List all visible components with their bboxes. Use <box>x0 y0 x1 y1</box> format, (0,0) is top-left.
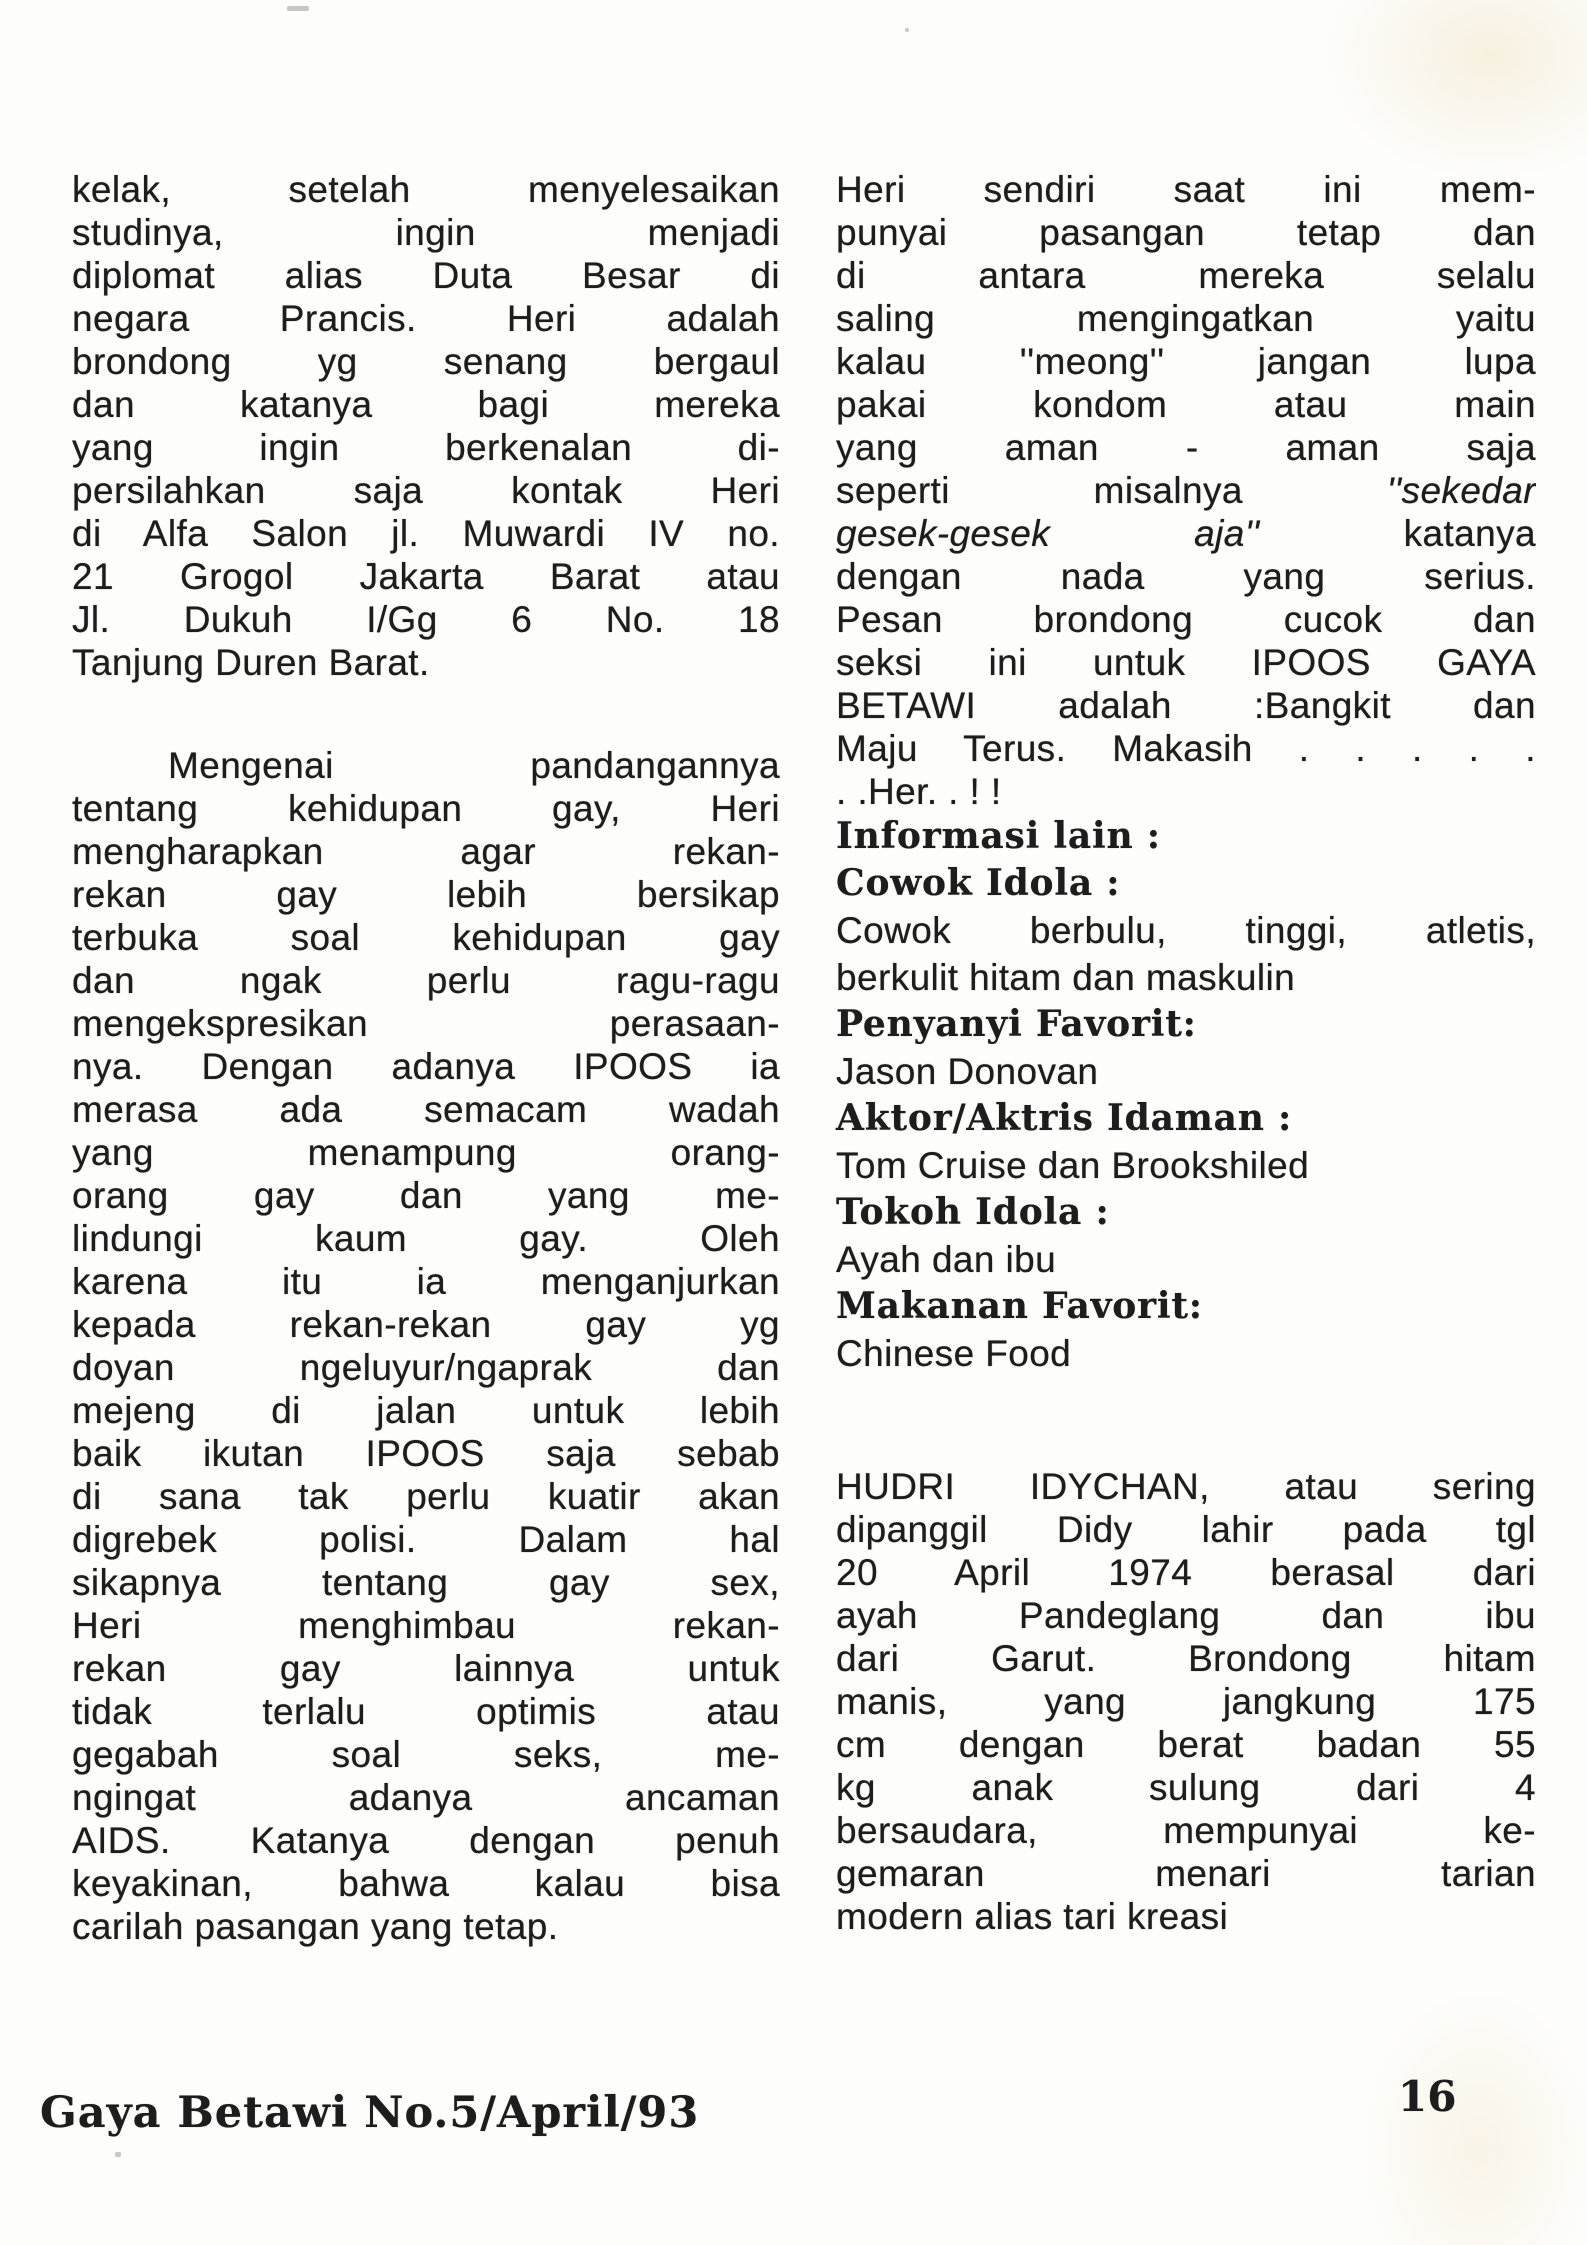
text-line: dan katanya bagi mereka <box>72 384 780 425</box>
right-column <box>836 168 1536 1938</box>
text-line: dari Garut. Brondong hitam <box>836 1638 1536 1679</box>
text-line: terbuka soal kehidupan gay <box>72 917 780 958</box>
text-line: seperti misalnya ''sekedar <box>836 470 1536 511</box>
text-line: Jl. Dukuh I/Gg 6 No. 18 <box>72 599 780 640</box>
text-line: di Alfa Salon jl. Muwardi IV no. <box>72 513 780 554</box>
text-line: kepada rekan-rekan gay yg <box>72 1304 780 1345</box>
text-line: kg anak sulung dari 4 <box>836 1767 1536 1808</box>
tokoh-idola-label: Tokoh Idola : <box>836 1191 1110 1233</box>
right-paragraph-2 <box>836 1465 1536 1938</box>
cowok-idola-label: Cowok Idola : <box>836 862 1121 904</box>
text-line: gesek-gesek aja'' katanya <box>836 513 1536 554</box>
text-line: kalau ''meong'' jangan lupa <box>836 341 1536 382</box>
page-number: 16 <box>1398 2072 1457 2121</box>
text-line: berkulit hitam dan maskulin <box>836 957 1296 998</box>
text-line: merasa ada semacam wadah <box>72 1089 780 1130</box>
text-line: Cowok berbulu, tinggi, atletis, <box>836 910 1536 951</box>
text-line: rekan gay lainnya untuk <box>72 1648 780 1689</box>
makanan-favorit-value: Chinese Food <box>836 1333 1072 1374</box>
cowok-idola-value <box>836 907 1536 1001</box>
makanan-favorit-label: Makanan Favorit: <box>836 1285 1203 1327</box>
text-line: brondong yg senang bergaul <box>72 341 780 382</box>
text-line: dan ngak perlu ragu-ragu <box>72 960 780 1001</box>
aktor-aktris-value: Tom Cruise dan Brookshiled <box>836 1145 1310 1186</box>
text-line: yang aman - aman saja <box>836 427 1536 468</box>
left-column <box>72 168 780 1948</box>
text-line: saling mengingatkan yaitu <box>836 298 1536 339</box>
text-line: Heri menghimbau rekan- <box>72 1605 780 1646</box>
text-line: . .Her. . ! ! <box>836 771 1002 812</box>
text-line: persilahkan saja kontak Heri <box>72 470 780 511</box>
text-line: Mengenai pandangannya <box>168 745 780 786</box>
penyanyi-favorit-value: Jason Donovan <box>836 1051 1099 1092</box>
text-line: kelak, setelah menyelesaikan <box>72 169 780 210</box>
text-line: manis, yang jangkung 175 <box>836 1681 1536 1722</box>
text-line: AIDS. Katanya dengan penuh <box>72 1820 780 1861</box>
text-line: 21 Grogol Jakarta Barat atau <box>72 556 780 597</box>
text-line: yang menampung orang- <box>72 1132 780 1173</box>
text-line: studinya, ingin menjadi <box>72 212 780 253</box>
tokoh-idola-value: Ayah dan ibu <box>836 1239 1057 1280</box>
text-line: ayah Pandeglang dan ibu <box>836 1595 1536 1636</box>
penyanyi-favorit-label: Penyanyi Favorit: <box>836 1003 1197 1045</box>
text-line: gemaran menari tarian <box>836 1853 1536 1894</box>
text-line: Maju Terus. Makasih . . . . . <box>836 728 1536 769</box>
text-line: dengan nada yang serius. <box>836 556 1536 597</box>
text-line: gegabah soal seks, me- <box>72 1734 780 1775</box>
text-line: HUDRI IDYCHAN, atau sering <box>836 1466 1536 1507</box>
scan-speck <box>287 6 309 11</box>
text-line: punyai pasangan tetap dan <box>836 212 1536 253</box>
right-paragraph-1 <box>836 168 1536 813</box>
text-line: keyakinan, bahwa kalau bisa <box>72 1863 780 1904</box>
aktor-aktris-label: Aktor/Aktris Idaman : <box>836 1097 1293 1139</box>
text-line: di antara mereka selalu <box>836 255 1536 296</box>
text-line: nya. Dengan adanya IPOOS ia <box>72 1046 780 1087</box>
text-line: karena itu ia menganjurkan <box>72 1261 780 1302</box>
text-line: pakai kondom atau main <box>836 384 1536 425</box>
text-line: baik ikutan IPOOS saja sebab <box>72 1433 780 1474</box>
text-line: tidak terlalu optimis atau <box>72 1691 780 1732</box>
text-line: modern alias tari kreasi <box>836 1896 1229 1937</box>
text-line: Tanjung Duren Barat. <box>72 642 430 683</box>
text-line: ngingat adanya ancaman <box>72 1777 780 1818</box>
text-line: mejeng di jalan untuk lebih <box>72 1390 780 1431</box>
text-line: seksi ini untuk IPOOS GAYA <box>836 642 1536 683</box>
text-line: diplomat alias Duta Besar di <box>72 255 780 296</box>
text-line: Heri sendiri saat ini mem- <box>836 169 1536 210</box>
left-paragraph-2 <box>72 744 780 1948</box>
text-line: doyan ngeluyur/ngaprak dan <box>72 1347 780 1388</box>
text-line: Pesan brondong cucok dan <box>836 599 1536 640</box>
text-line: mengharapkan agar rekan- <box>72 831 780 872</box>
text-line: cm dengan berat badan 55 <box>836 1724 1536 1765</box>
text-line: tentang kehidupan gay, Heri <box>72 788 780 829</box>
text-line: sikapnya tentang gay sex, <box>72 1562 780 1603</box>
text-line: carilah pasangan yang tetap. <box>72 1906 559 1947</box>
text-line: lindungi kaum gay. Oleh <box>72 1218 780 1259</box>
informasi-lain-label: Informasi lain : <box>836 815 1161 857</box>
text-line: dipanggil Didy lahir pada tgl <box>836 1509 1536 1550</box>
text-line: rekan gay lebih bersikap <box>72 874 780 915</box>
scan-speck <box>905 28 909 32</box>
left-paragraph-1 <box>72 168 780 684</box>
text-line: 20 April 1974 berasal dari <box>836 1552 1536 1593</box>
text-line: negara Prancis. Heri adalah <box>72 298 780 339</box>
text-line: yang ingin berkenalan di- <box>72 427 780 468</box>
text-line: digrebek polisi. Dalam hal <box>72 1519 780 1560</box>
text-line: bersaudara, mempunyai ke- <box>836 1810 1536 1851</box>
text-line: orang gay dan yang me- <box>72 1175 780 1216</box>
text-line: BETAWI adalah :Bangkit dan <box>836 685 1536 726</box>
footer-publication: Gaya Betawi No.5/April/93 <box>40 2088 700 2138</box>
text-line: di sana tak perlu kuatir akan <box>72 1476 780 1517</box>
text-line: mengekspresikan perasaan- <box>72 1003 780 1044</box>
scan-speck <box>115 2152 121 2157</box>
